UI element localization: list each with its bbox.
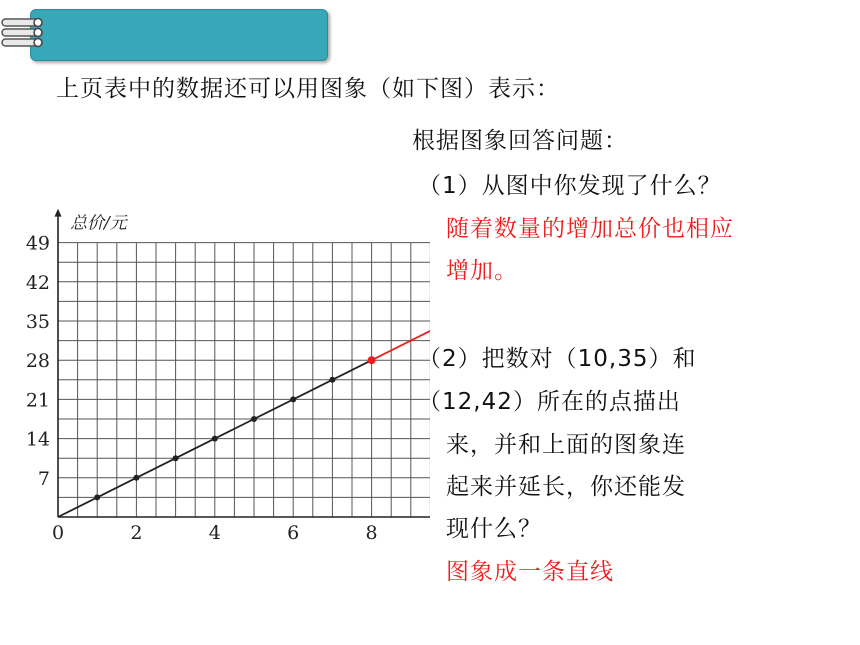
answer-2: 图象成一条直线 xyxy=(446,559,614,585)
data-point xyxy=(212,436,218,442)
question-2-line-3: 来，并和上面的图象连 xyxy=(446,432,686,458)
question-2-line-5: 现什么？ xyxy=(446,516,542,542)
questions-heading: 根据图象回答问题： xyxy=(412,128,628,154)
answer-1-line-1: 随着数量的增加总价也相应 xyxy=(446,216,734,242)
chart-labels xyxy=(26,214,430,544)
chart-series xyxy=(58,278,430,517)
x-tick-label: 8 xyxy=(365,522,378,544)
y-tick-label: 35 xyxy=(25,311,50,333)
question-2-line-2: （12,42）所在的点描出 xyxy=(418,389,681,415)
chart-axes xyxy=(55,209,431,521)
x-tick-label: 0 xyxy=(51,522,65,544)
data-point xyxy=(290,396,296,402)
x-tick-label: 6 xyxy=(287,522,300,544)
data-point xyxy=(368,356,376,364)
y-axis-label: 总价/元 xyxy=(70,213,127,234)
intro-text: 上页表中的数据还可以用图象（如下图）表示： xyxy=(56,76,560,102)
y-tick-label: 7 xyxy=(37,467,50,490)
question-1: （1）从图中你发现了什么？ xyxy=(418,173,722,199)
question-2-line-4: 起来并延长，你还能发 xyxy=(446,474,686,500)
question-2-line-1: （2）把数对（10,35）和 xyxy=(418,346,697,372)
data-point xyxy=(173,455,179,461)
y-tick-label: 42 xyxy=(25,271,50,294)
y-tick-label: 21 xyxy=(25,389,50,412)
chart-grid xyxy=(58,243,430,517)
price-quantity-chart xyxy=(0,195,430,555)
data-point xyxy=(94,494,100,500)
y-tick-label: 28 xyxy=(25,350,50,373)
x-tick-label: 2 xyxy=(130,522,143,544)
y-axis-arrow xyxy=(55,209,62,217)
title-bar xyxy=(30,9,328,61)
y-tick-label: 49 xyxy=(25,232,50,255)
y-tick-label: 14 xyxy=(25,428,50,451)
data-point xyxy=(329,377,335,383)
data-point xyxy=(251,416,257,422)
data-point xyxy=(133,475,139,481)
x-tick-label: 4 xyxy=(208,522,221,544)
answer-1-line-2: 增加。 xyxy=(446,258,518,284)
binder-rings-icon xyxy=(0,16,50,56)
